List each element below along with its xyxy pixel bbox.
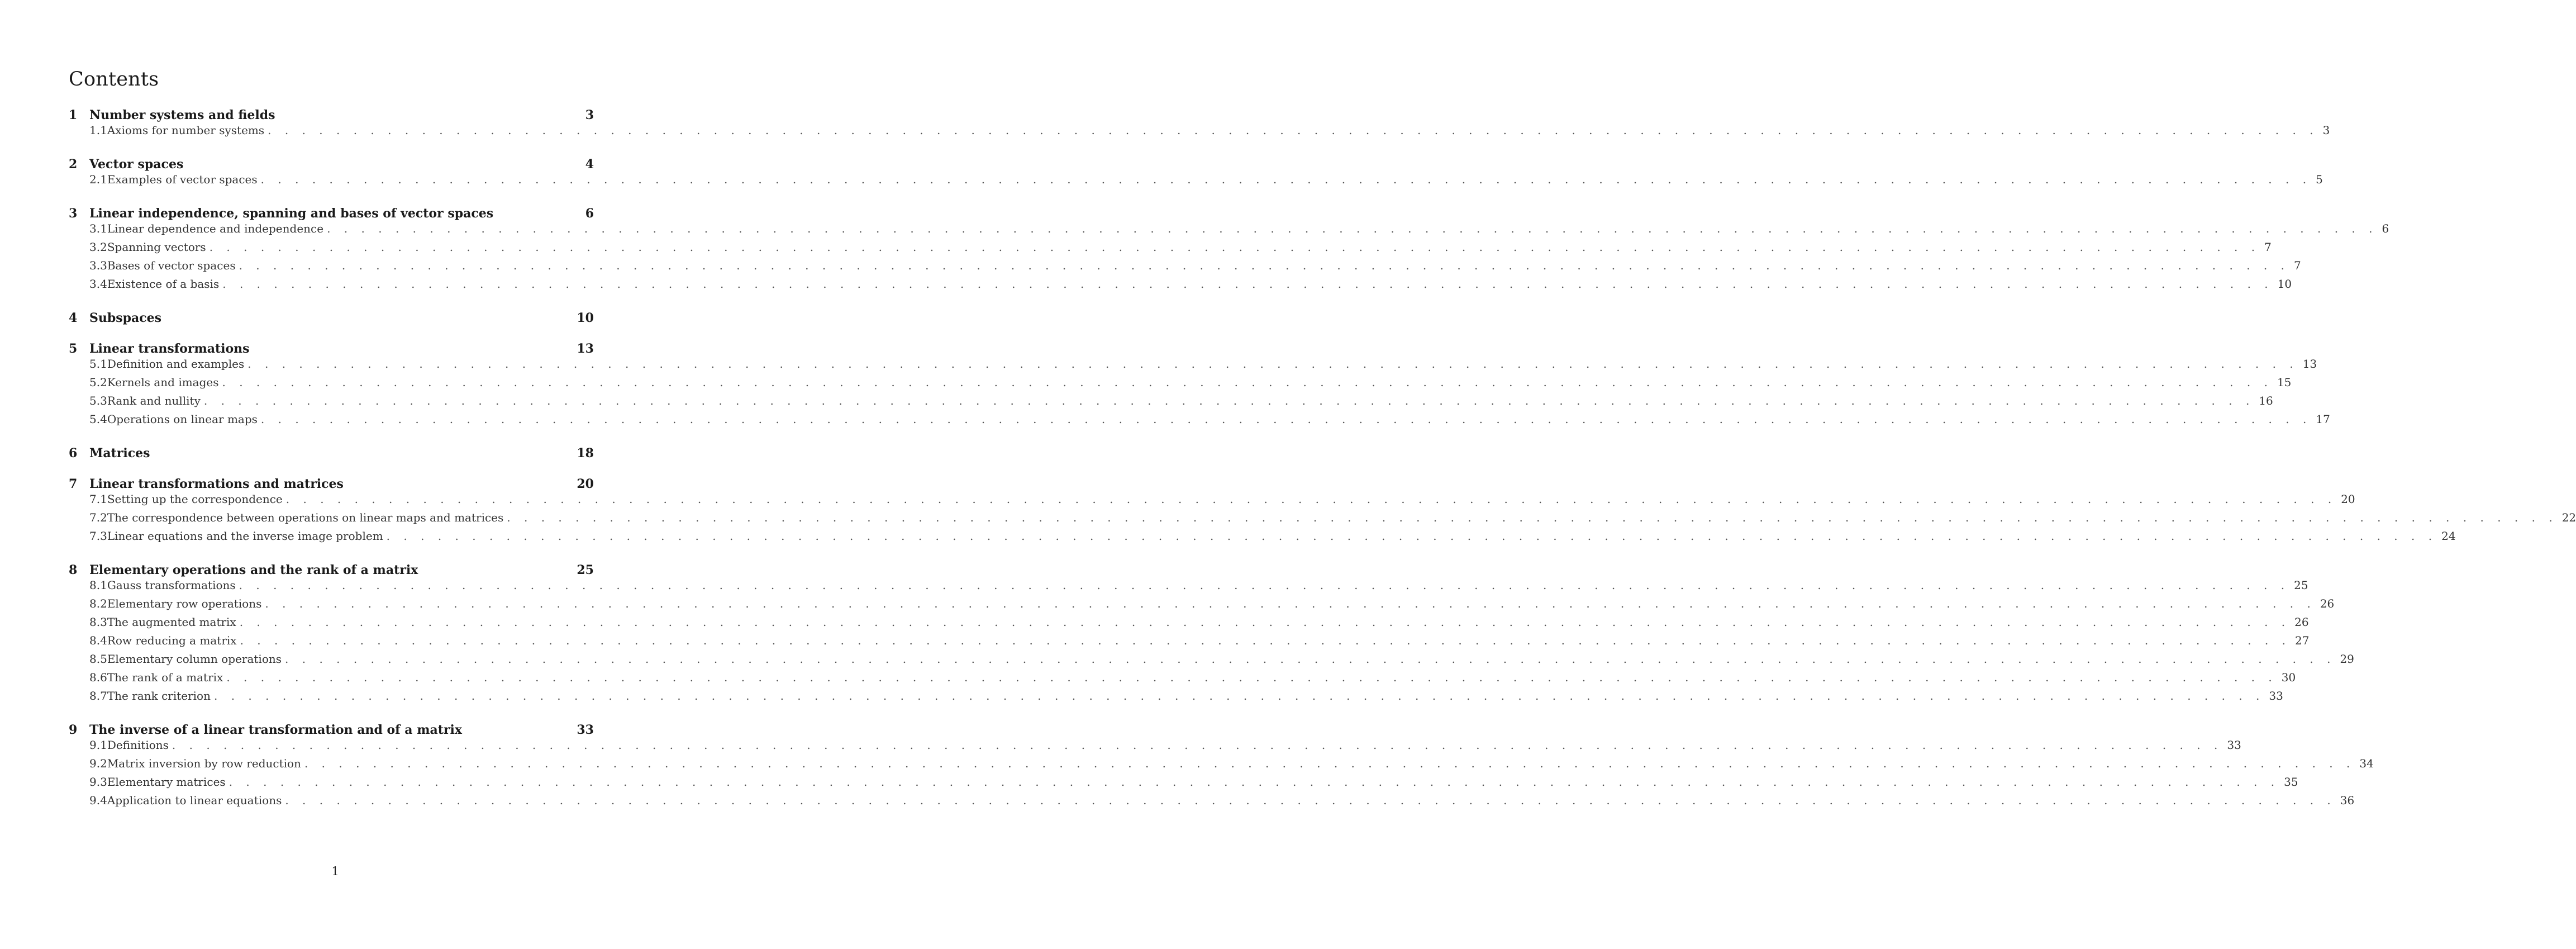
dot-leader: . . . . . . . . . . . . . . . . . . . . . . . . . . . . . . . . . . . . . . . . . . . . . . . . . . . . . . . . . . . . . . . . . . . . . . . . . . . . . . . . . . . . . . . . . . . . . . . . . . . . . . . . . . . . . . . . . . . . . . . . [265, 597, 2316, 610]
section-number: 9.1 [89, 738, 107, 752]
toc-section-entry[interactable] [69, 775, 2298, 794]
toc-section-entry[interactable] [69, 277, 2292, 296]
section-title: Linear dependence and independence [107, 222, 324, 235]
toc-chapter-entry[interactable] [69, 446, 594, 462]
section-title: Rank and nullity [107, 394, 201, 407]
chapter-number: 5 [69, 341, 78, 356]
dot-leader: . . . . . . . . . . . . . . . . . . . . . . . . . . . . . . . . . . . . . . . . . . . . . . . . . . . . . . . . . . . . . . . . . . . . . . . . . . . . . . . . . . . . . . . . . . . . . . . . . . . . . . . . . . . . . . . . . . . . . . . . [222, 376, 2273, 389]
dot-leader: . . . . . . . . . . . . . . . . . . . . . . . . . . . . . . . . . . . . . . . . . . . . . . . . . . . . . . . . . . . . . . . . . . . . . . . . . . . . . . . . . . . . . . . . . . . . . . . . . . . . . . . . . . . . . . . . . . . . . . . . [268, 124, 2318, 137]
section-title: The augmented matrix [107, 615, 236, 629]
section-number: 5.2 [89, 376, 107, 389]
section-page: 34 [2359, 757, 2374, 770]
section-page: 5 [2316, 173, 2323, 186]
toc-section-entry[interactable] [69, 394, 2273, 412]
section-number: 7.2 [89, 511, 107, 524]
dot-leader: . . . . . . . . . . . . . . . . . . . . . . . . . . . . . . . . . . . . . . . . . . . . . . . . . . . . . . . . . . . . . . . . . . . . . . . . . . . . . . . . . . . . . . . . . . . . . . . . . . . . . . . . . . . . . . . . . . . . . . . . [260, 173, 2312, 186]
chapter-number: 6 [69, 446, 78, 461]
chapter-title: Matrices [89, 446, 150, 461]
section-title: Setting up the correspondence [107, 492, 283, 506]
toc-section-entry[interactable] [69, 578, 2308, 597]
section-page: 15 [2277, 376, 2292, 389]
toc-chapter-entry[interactable] [69, 108, 594, 124]
chapter-number: 7 [69, 477, 78, 491]
toc-chapter-entry[interactable] [69, 157, 594, 173]
section-number: 8.5 [89, 652, 107, 666]
dot-leader: . . . . . . . . . . . . . . . . . . . . . . . . . . . . . . . . . . . . . . . . . . . . . . . . . . . . . . . . . . . . . . . . . . . . . . . . . . . . . . . . . . . . . . . . . . . . . . . . . . . . . . . . . . . . . . . . . . . . . . . . [260, 412, 2312, 426]
section-title: Bases of vector spaces [107, 259, 236, 272]
section-page: 13 [2302, 357, 2317, 371]
section-page: 36 [2340, 794, 2355, 807]
chapter-page: 18 [577, 446, 594, 461]
dot-leader: . . . . . . . . . . . . . . . . . . . . . . . . . . . . . . . . . . . . . . . . . . . . . . . . . . . . . . . . . . . . . . . . . . . . . . . . . . . . . . . . . . . . . . . . . . . . . . . . . . . . . . . . . . . . . . . . . . . . . . . . [172, 738, 2223, 752]
dot-leader: . . . . . . . . . . . . . . . . . . . . . . . . . . . . . . . . . . . . . . . . . . . . . . . . . . . . . . . . . . . . . . . . . . . . . . . . . . . . . . . . . . . . . . . . . . . . . . . . . . . . . . . . . . . . . . . . . . . . . . . . [239, 259, 2290, 272]
section-number: 2.1 [89, 173, 107, 186]
toc-chapter [69, 477, 2576, 548]
section-page: 22 [2561, 511, 2576, 524]
dot-leader: . . . . . . . . . . . . . . . . . . . . . . . . . . . . . . . . . . . . . . . . . . . . . . . . . . . . . . . . . . . . . . . . . . . . . . . . . . . . . . . . . . . . . . . . . . . . . . . . . . . . . . . . . . . . . . . . . . . . . . . . [209, 240, 2260, 254]
chapter-title: Number systems and fields [89, 108, 275, 122]
chapter-number: 2 [69, 157, 78, 172]
section-number: 1.1 [89, 124, 107, 137]
page-title: Contents [69, 68, 159, 91]
dot-leader: . . . . . . . . . . . . . . . . . . . . . . . . . . . . . . . . . . . . . . . . . . . . . . . . . . . . . . . . . . . . . . . . . . . . . . . . . . . . . . . . . . . . . . . . . . . . . . . . . . . . . . . . . . . . . . . . . . . . . . . . [222, 277, 2273, 291]
section-page: 29 [2340, 652, 2354, 666]
page-number: 1 [331, 865, 339, 878]
section-page: 30 [2281, 671, 2296, 684]
section-title: Elementary column operations [107, 652, 282, 666]
section-page: 26 [2294, 615, 2309, 629]
section-number: 9.2 [89, 757, 107, 770]
toc-section-entry[interactable] [69, 689, 2283, 708]
section-title: Examples of vector spaces [107, 173, 258, 186]
section-title: Gauss transformations [107, 578, 236, 592]
section-title: Definitions [107, 738, 169, 752]
section-page: 7 [2294, 259, 2301, 272]
section-page: 7 [2264, 240, 2272, 254]
section-number: 5.4 [89, 412, 107, 426]
toc-section-entry[interactable] [69, 222, 2389, 240]
dot-leader: . . . . . . . . . . . . . . . . . . . . . . . . . . . . . . . . . . . . . . . . . . . . . . . . . . . . . . . . . . . . . . . . . . . . . . . . . . . . . . . . . . . . . . . . . . . . . . . . . . . . . . . . . . . . . . . . . . . . . . . . [327, 222, 2378, 235]
section-page: 17 [2316, 412, 2330, 426]
toc-section-entry[interactable] [69, 376, 2292, 394]
toc-section-entry[interactable] [69, 671, 2296, 689]
toc-section-entry[interactable] [69, 529, 2456, 548]
toc-chapter-entry[interactable] [69, 341, 594, 357]
chapter-page: 13 [577, 341, 594, 356]
section-title: The correspondence between operations on linear maps and matrices [107, 511, 504, 524]
toc-section-entry[interactable] [69, 615, 2309, 634]
section-number: 3.2 [89, 240, 107, 254]
section-page: 26 [2320, 597, 2335, 610]
section-page: 24 [2441, 529, 2456, 543]
section-number: 3.3 [89, 259, 107, 272]
dot-leader: . . . . . . . . . . . . . . . . . . . . . . . . . . . . . . . . . . . . . . . . . . . . . . . . . . . . . . . . . . . . . . . . . . . . . . . . . . . . . . . . . . . . . . . . . . . . . . . . . . . . . . . . . . . . . . . . . . . . . . . . [228, 775, 2280, 789]
toc-chapter-entry[interactable] [69, 311, 594, 326]
toc-section-entry[interactable] [69, 492, 2355, 511]
dot-leader: . . . . . . . . . . . . . . . . . . . . . . . . . . . . . . . . . . . . . . . . . . . . . . . . . . . . . . . . . . . . . . . . . . . . . . . . . . . . . . . . . . . . . . . . . . . . . . . . . . . . . . . . . . . . . . . . . . . . . . . . [304, 757, 2355, 770]
toc-section-entry[interactable] [69, 357, 2317, 376]
section-title: Row reducing a matrix [107, 634, 237, 647]
section-title: Elementary matrices [107, 775, 226, 789]
section-title: Definition and examples [107, 357, 245, 371]
chapter-page: 20 [577, 477, 594, 491]
dot-leader: . . . . . . . . . . . . . . . . . . . . . . . . . . . . . . . . . . . . . . . . . . . . . . . . . . . . . . . . . . . . . . . . . . . . . . . . . . . . . . . . . . . . . . . . . . . . . . . . . . . . . . . . . . . . . . . . . . . . . . . . [203, 394, 2255, 407]
section-number: 7.1 [89, 492, 107, 506]
dot-leader: . . . . . . . . . . . . . . . . . . . . . . . . . . . . . . . . . . . . . . . . . . . . . . . . . . . . . . . . . . . . . . . . . . . . . . . . . . . . . . . . . . . . . . . . . . . . . . . . . . . . . . . . . . . . . . . . . . . . . . . . [213, 689, 2265, 703]
toc-section-entry[interactable] [69, 738, 2241, 757]
chapter-title: Linear transformations [89, 341, 250, 356]
chapter-number: 9 [69, 723, 78, 737]
toc-section-entry[interactable] [69, 173, 2323, 191]
section-number: 8.7 [89, 689, 107, 703]
section-title: Linear equations and the inverse image problem [107, 529, 383, 543]
toc-section-entry[interactable] [69, 794, 2355, 812]
section-title: Operations on linear maps [107, 412, 258, 426]
chapter-title: Vector spaces [89, 157, 184, 172]
chapter-number: 4 [69, 311, 78, 325]
chapter-page: 10 [577, 311, 594, 325]
dot-leader: . . . . . . . . . . . . . . . . . . . . . . . . . . . . . . . . . . . . . . . . . . . . . . . . . . . . . . . . . . . . . . . . . . . . . . . . . . . . . . . . . . . . . . . . . . . . . . . . . . . . . . . . . . . . . . . . . . . . . . . . [239, 615, 2291, 629]
dot-leader: . . . . . . . . . . . . . . . . . . . . . . . . . . . . . . . . . . . . . . . . . . . . . . . . . . . . . . . . . . . . . . . . . . . . . . . . . . . . . . . . . . . . . . . . . . . . . . . . . . . . . . . . . . . . . . . . . . . . . . . . [507, 511, 2558, 524]
dot-leader: . . . . . . . . . . . . . . . . . . . . . . . . . . . . . . . . . . . . . . . . . . . . . . . . . . . . . . . . . . . . . . . . . . . . . . . . . . . . . . . . . . . . . . . . . . . . . . . . . . . . . . . . . . . . . . . . . . . . . . . . [226, 671, 2277, 684]
toc-section-entry[interactable] [69, 259, 2301, 277]
toc-section-entry[interactable] [69, 511, 2576, 529]
section-title: Matrix inversion by row reduction [107, 757, 301, 770]
toc-chapter-entry[interactable] [69, 563, 594, 578]
chapter-page: 25 [577, 563, 594, 577]
dot-leader: . . . . . . . . . . . . . . . . . . . . . . . . . . . . . . . . . . . . . . . . . . . . . . . . . . . . . . . . . . . . . . . . . . . . . . . . . . . . . . . . . . . . . . . . . . . . . . . . . . . . . . . . . . . . . . . . . . . . . . . . [386, 529, 2437, 543]
toc-section-entry[interactable] [69, 652, 2354, 671]
section-page: 10 [2277, 277, 2292, 291]
toc-chapter [69, 341, 2330, 431]
chapter-number: 8 [69, 563, 78, 577]
toc-section-entry[interactable] [69, 757, 2374, 775]
dot-leader: . . . . . . . . . . . . . . . . . . . . . . . . . . . . . . . . . . . . . . . . . . . . . . . . . . . . . . . . . . . . . . . . . . . . . . . . . . . . . . . . . . . . . . . . . . . . . . . . . . . . . . . . . . . . . . . . . . . . . . . . [247, 357, 2298, 371]
section-title: Application to linear equations [107, 794, 282, 807]
section-number: 8.4 [89, 634, 107, 647]
toc-chapter [69, 157, 2323, 191]
dot-leader: . . . . . . . . . . . . . . . . . . . . . . . . . . . . . . . . . . . . . . . . . . . . . . . . . . . . . . . . . . . . . . . . . . . . . . . . . . . . . . . . . . . . . . . . . . . . . . . . . . . . . . . . . . . . . . . . . . . . . . . . [285, 652, 2336, 666]
section-page: 33 [2269, 689, 2283, 703]
section-title: The rank of a matrix [107, 671, 223, 684]
section-number: 5.1 [89, 357, 107, 371]
section-number: 5.3 [89, 394, 107, 407]
section-page: 33 [2227, 738, 2241, 752]
dot-leader: . . . . . . . . . . . . . . . . . . . . . . . . . . . . . . . . . . . . . . . . . . . . . . . . . . . . . . . . . . . . . . . . . . . . . . . . . . . . . . . . . . . . . . . . . . . . . . . . . . . . . . . . . . . . . . . . . . . . . . . . [285, 492, 2337, 506]
chapter-title: Subspaces [89, 311, 162, 325]
toc-chapter [69, 563, 2354, 708]
toc-chapter [69, 206, 2389, 296]
section-page: 20 [2341, 492, 2355, 506]
section-number: 8.3 [89, 615, 107, 629]
section-title: Elementary row operations [107, 597, 262, 610]
section-number: 3.1 [89, 222, 107, 235]
toc-section-entry[interactable] [69, 597, 2335, 615]
dot-leader: . . . . . . . . . . . . . . . . . . . . . . . . . . . . . . . . . . . . . . . . . . . . . . . . . . . . . . . . . . . . . . . . . . . . . . . . . . . . . . . . . . . . . . . . . . . . . . . . . . . . . . . . . . . . . . . . . . . . . . . . [285, 794, 2336, 807]
section-number: 9.3 [89, 775, 107, 789]
section-number: 8.2 [89, 597, 107, 610]
toc-chapter [69, 311, 594, 326]
chapter-title: The inverse of a linear transformation and of a matrix [89, 723, 462, 737]
section-number: 8.1 [89, 578, 107, 592]
section-title: Existence of a basis [107, 277, 220, 291]
chapter-page: 33 [577, 723, 594, 737]
section-number: 9.4 [89, 794, 107, 807]
chapter-page: 4 [585, 157, 594, 172]
chapter-page: 6 [585, 206, 594, 221]
section-number: 8.6 [89, 671, 107, 684]
toc-chapter-entry[interactable] [69, 723, 594, 738]
section-page: 3 [2322, 124, 2330, 137]
toc-chapter [69, 446, 594, 462]
toc-section-entry[interactable] [69, 240, 2272, 259]
table-of-contents [69, 108, 2576, 827]
dot-leader: . . . . . . . . . . . . . . . . . . . . . . . . . . . . . . . . . . . . . . . . . . . . . . . . . . . . . . . . . . . . . . . . . . . . . . . . . . . . . . . . . . . . . . . . . . . . . . . . . . . . . . . . . . . . . . . . . . . . . . . . [239, 578, 2290, 592]
section-page: 27 [2295, 634, 2310, 647]
section-page: 25 [2294, 578, 2308, 592]
chapter-title: Linear independence, spanning and bases of vector spaces [89, 206, 494, 221]
dot-leader: . . . . . . . . . . . . . . . . . . . . . . . . . . . . . . . . . . . . . . . . . . . . . . . . . . . . . . . . . . . . . . . . . . . . . . . . . . . . . . . . . . . . . . . . . . . . . . . . . . . . . . . . . . . . . . . . . . . . . . . . [240, 634, 2291, 647]
section-title: Kernels and images [107, 376, 219, 389]
toc-chapter-entry[interactable] [69, 477, 594, 492]
toc-chapter-entry[interactable] [69, 206, 594, 222]
section-number: 7.3 [89, 529, 107, 543]
section-page: 6 [2382, 222, 2389, 235]
toc-section-entry[interactable] [69, 634, 2310, 652]
chapter-page: 3 [585, 108, 594, 122]
section-title: The rank criterion [107, 689, 211, 703]
section-page: 16 [2259, 394, 2273, 407]
section-title: Spanning vectors [107, 240, 206, 254]
chapter-number: 3 [69, 206, 78, 221]
section-title: Axioms for number systems [107, 124, 265, 137]
section-page: 35 [2284, 775, 2298, 789]
chapter-title: Linear transformations and matrices [89, 477, 344, 491]
section-number: 3.4 [89, 277, 107, 291]
toc-chapter [69, 108, 2330, 142]
toc-section-entry[interactable] [69, 412, 2330, 431]
chapter-number: 1 [69, 108, 78, 122]
toc-section-entry[interactable] [69, 124, 2330, 142]
chapter-title: Elementary operations and the rank of a matrix [89, 563, 418, 577]
toc-chapter [69, 723, 2374, 812]
